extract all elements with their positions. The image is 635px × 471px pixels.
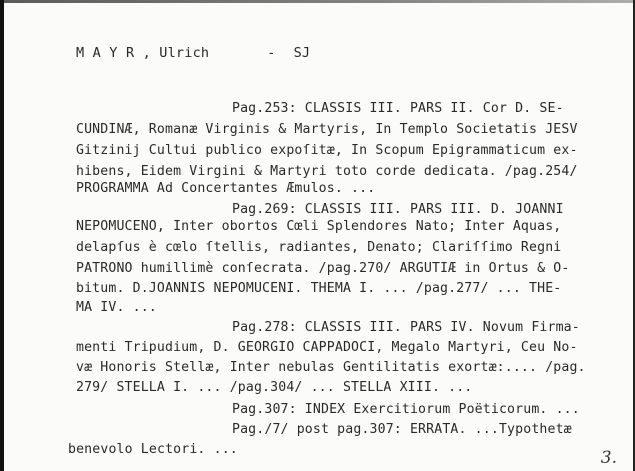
entry-line: Gitzinij Cultui publico expoſitæ, In Scopum Epigrammaticum ex- [76,143,578,158]
entry-line: Pag.269: CLASSIS III. PARS III. D. JOANNI [232,202,564,217]
entry-line: hibens, Eidem Virgini & Martyri toto corde dedicata. /pag.254/ [76,164,578,179]
entry-line: CUNDINÆ, Romanæ Virginis & Martyris, In Templo Societatis JESV [76,122,578,137]
entry-line: Pag.253: CLASSIS III. PARS II. Cor D. SE- [232,101,564,116]
entry-line: Pag.278: CLASSIS III. PARS IV. Novum Firma- [232,320,580,335]
entry-line: PROGRAMMA Ad Concertantes Æmulos. ... [76,181,376,196]
entry-line: MA IV. ... [76,300,157,315]
entry-line: bitum. D.JOANNIS NEPOMUCENI. THEMA I. ... /pag.277/ ... THE- [76,281,562,296]
card-top-edge [0,0,635,3]
entry-line: væ Honoris Stellæ, Inter nebulas Gentilitatis exortæ:.... /pag. [76,360,586,375]
entry-line: 279/ STELLA I. ... /pag.304/ ... STELLA XIII. ... [76,380,473,395]
entry-line: delapſus è cœlo ſtellis, radiantes, Denato; Clariſſimo Regni [76,240,562,255]
page-number: 3. [600,448,617,468]
entry-line: Pag.307: INDEX Exercitiorum Poëticorum. ... [232,402,580,417]
card-left-edge [0,0,4,471]
entry-line: benevolo Lectori. ... [68,442,238,457]
author-name: M A Y R , Ulrich [76,45,210,61]
entry-line: PATRONO humillimè conſecrata. /pag.270/ ARGUTIÆ in Ortus & O- [76,261,570,276]
entry-line: Pag./7/ post pag.307: ERRATA. ...Typothetæ [232,422,572,437]
religious-order: SJ [293,45,311,61]
entry-line: NEPOMUCENO, Inter obortos Cœli Splendores Nato; Inter Aquas, [76,219,562,234]
heading-dash: - [267,45,276,61]
card-heading [76,45,310,61]
entry-line: menti Tripudium, D. GEORGIO CAPPADOCI, Megalo Martyri, Ceu No- [76,340,578,355]
